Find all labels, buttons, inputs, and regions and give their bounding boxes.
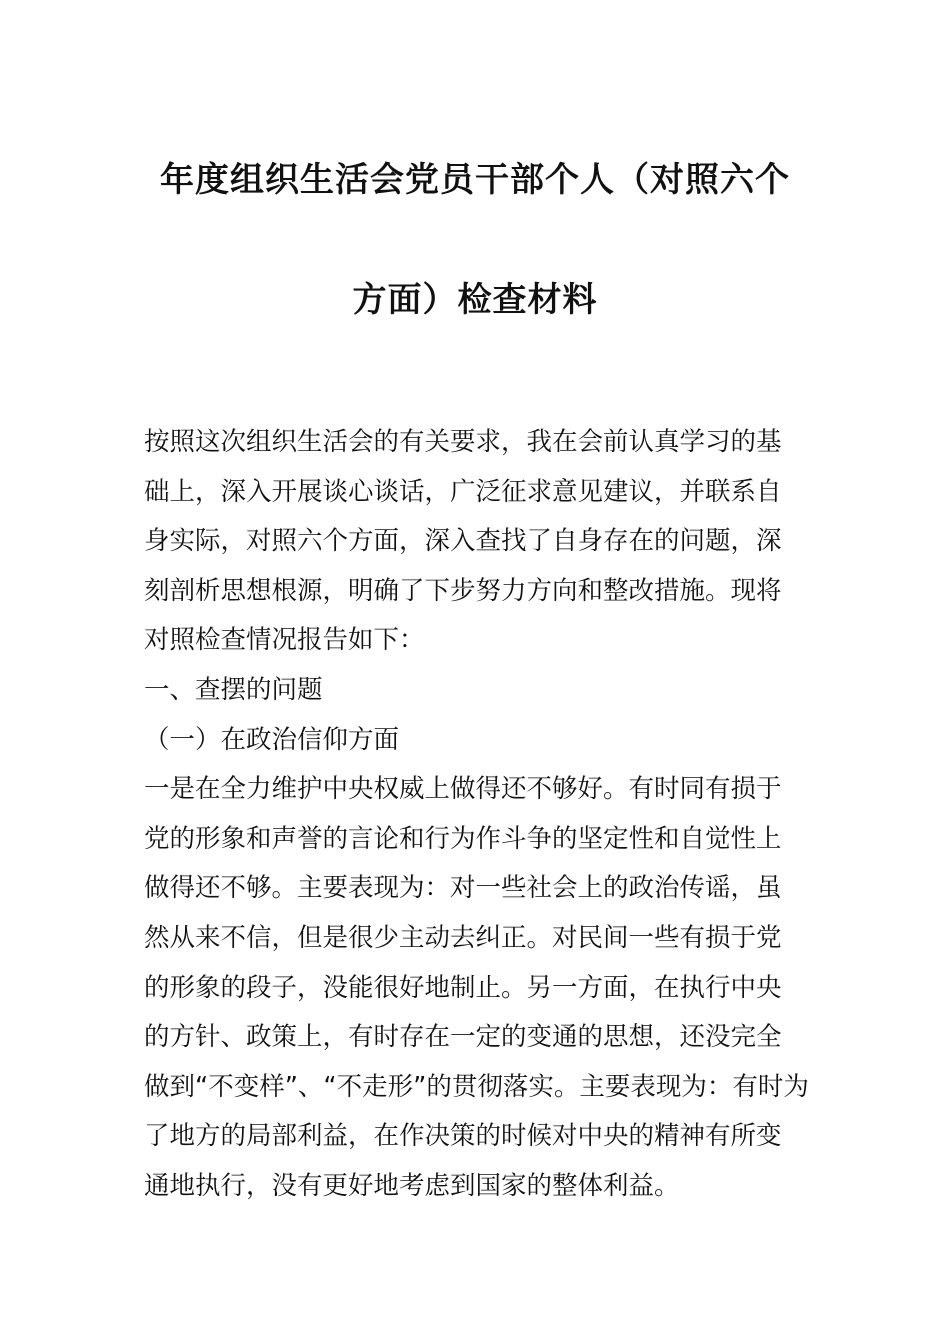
body-line: 做得还不够。主要表现为：对一些社会上的政治传谣，虽 — [144, 873, 782, 904]
document-title-line-1: 年度组织生活会党员干部个人（对照六个 — [160, 160, 790, 200]
document-title-line-2: 方面）检查材料 — [352, 280, 598, 320]
body-line: 的形象的段子，没能很好地制止。另一方面，在执行中央 — [144, 972, 782, 1003]
body-line: 础上，深入开展谈心谈话，广泛征求意见建议，并联系自 — [144, 476, 782, 507]
document-body — [144, 418, 809, 1212]
body-line: 做到“不变样”、“不走形”的贯彻落实。主要表现为：有时为 — [144, 1071, 809, 1102]
section-heading: 一、查摆的问题 — [144, 674, 323, 705]
body-line: 的方针、政策上，有时存在一定的变通的思想，还没完全 — [144, 1022, 782, 1053]
body-line: 了地方的局部利益，在作决策的时候对中央的精神有所变 — [144, 1121, 782, 1152]
body-line: 一是在全力维护中央权威上做得还不够好。有时同有损于 — [144, 774, 782, 805]
body-line: 党的形象和声誉的言论和行为作斗争的坚定性和自觉性上 — [144, 823, 782, 854]
body-line: 按照这次组织生活会的有关要求，我在会前认真学习的基 — [144, 427, 782, 457]
body-line: 刻剖析思想根源，明确了下步努力方向和整改措施。现将 — [144, 575, 782, 606]
body-line: 通地执行，没有更好地考虑到国家的整体利益。 — [144, 1170, 680, 1201]
subsection-heading: （一）在政治信仰方面 — [144, 724, 400, 755]
body-line: 对照检查情况报告如下： — [144, 625, 425, 656]
body-line: 身实际，对照六个方面，深入查找了自身存在的问题，深 — [144, 526, 782, 557]
body-line: 然从来不信，但是很少主动去纠正。对民间一些有损于党 — [144, 922, 782, 953]
